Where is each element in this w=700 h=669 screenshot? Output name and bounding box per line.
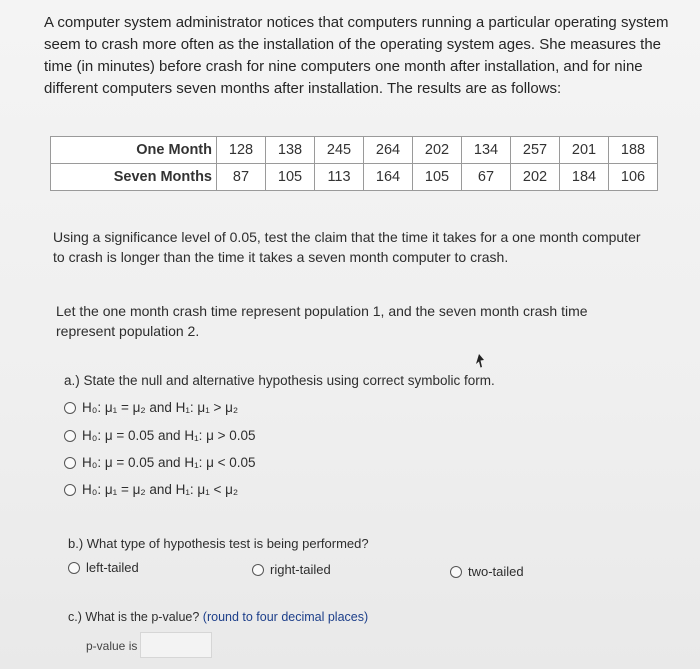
hypothesis-option-1[interactable] [64,400,238,415]
table-cell: 67 [462,164,511,191]
row-label-one-month: One Month [51,137,217,164]
table-cell: 188 [609,137,658,164]
radio-button[interactable] [64,430,76,442]
radio-button[interactable] [64,457,76,469]
table-row [51,137,658,164]
table-cell: 202 [511,164,560,191]
question-a-stem: a.) State the null and alternative hypothesis using correct symbolic form. [64,373,495,388]
problem-intro: A computer system administrator notices that computers running a particular operating system seem to crash more often as the installation of the operating system ages. She measures the time (in minutes) before crash for nine computers one month after installation, and for nine different computers seven months after installation. The results are as follows: [44,14,669,97]
population-text: Let the one month crash time represent population 1, and the seven month crash time represent population 2. [56,303,588,339]
radio-button[interactable] [64,484,76,496]
table-cell: 134 [462,137,511,164]
option-label: two-tailed [468,564,524,579]
table-cell: 202 [413,137,462,164]
table-cell: 105 [413,164,462,191]
claim-text: Using a significance level of 0.05, test the claim that the time it takes for a one month computer to crash is longer than the time it takes a seven month computer to crash. [53,229,641,265]
table-cell: 264 [364,137,413,164]
option-label: H₀: μ = 0.05 and H₁: μ > 0.05 [82,428,256,443]
option-label: H₀: μ₁ = μ₂ and H₁: μ₁ > μ₂ [82,400,239,415]
table-cell: 106 [609,164,658,191]
rounding-hint: (round to four decimal places) [202,610,369,624]
hypothesis-option-2[interactable] [64,428,256,443]
data-table [50,136,658,191]
table-cell: 113 [315,164,364,191]
table-cell: 184 [560,164,609,191]
table-cell: 245 [315,137,364,164]
table-cell: 87 [217,164,266,191]
right-tailed-option[interactable] [252,562,331,577]
table-cell: 105 [266,164,315,191]
table-cell: 128 [217,137,266,164]
table-cell: 257 [511,137,560,164]
radio-button[interactable] [450,566,462,578]
option-label: left-tailed [86,560,139,575]
mouse-cursor-icon [472,354,484,368]
table-row [51,164,658,191]
pvalue-label: p-value is [86,639,138,653]
hypothesis-option-3[interactable] [64,455,256,470]
left-tailed-option[interactable] [68,560,139,575]
radio-button[interactable] [64,402,76,414]
row-label-seven-months: Seven Months [51,164,217,191]
table-cell: 164 [364,164,413,191]
pvalue-input[interactable] [140,632,212,658]
question-c-text: c.) What is the p-value? [68,610,200,624]
radio-button[interactable] [68,562,80,574]
question-c-stem [68,610,368,624]
option-label: right-tailed [270,562,331,577]
option-label: H₀: μ₁ = μ₂ and H₁: μ₁ < μ₂ [82,482,239,497]
option-label: H₀: μ = 0.05 and H₁: μ < 0.05 [82,455,256,470]
table-cell: 201 [560,137,609,164]
hypothesis-option-4[interactable] [64,482,238,497]
question-b-stem: b.) What type of hypothesis test is being performed? [68,536,369,551]
two-tailed-option[interactable] [450,564,524,579]
table-cell: 138 [266,137,315,164]
radio-button[interactable] [252,564,264,576]
